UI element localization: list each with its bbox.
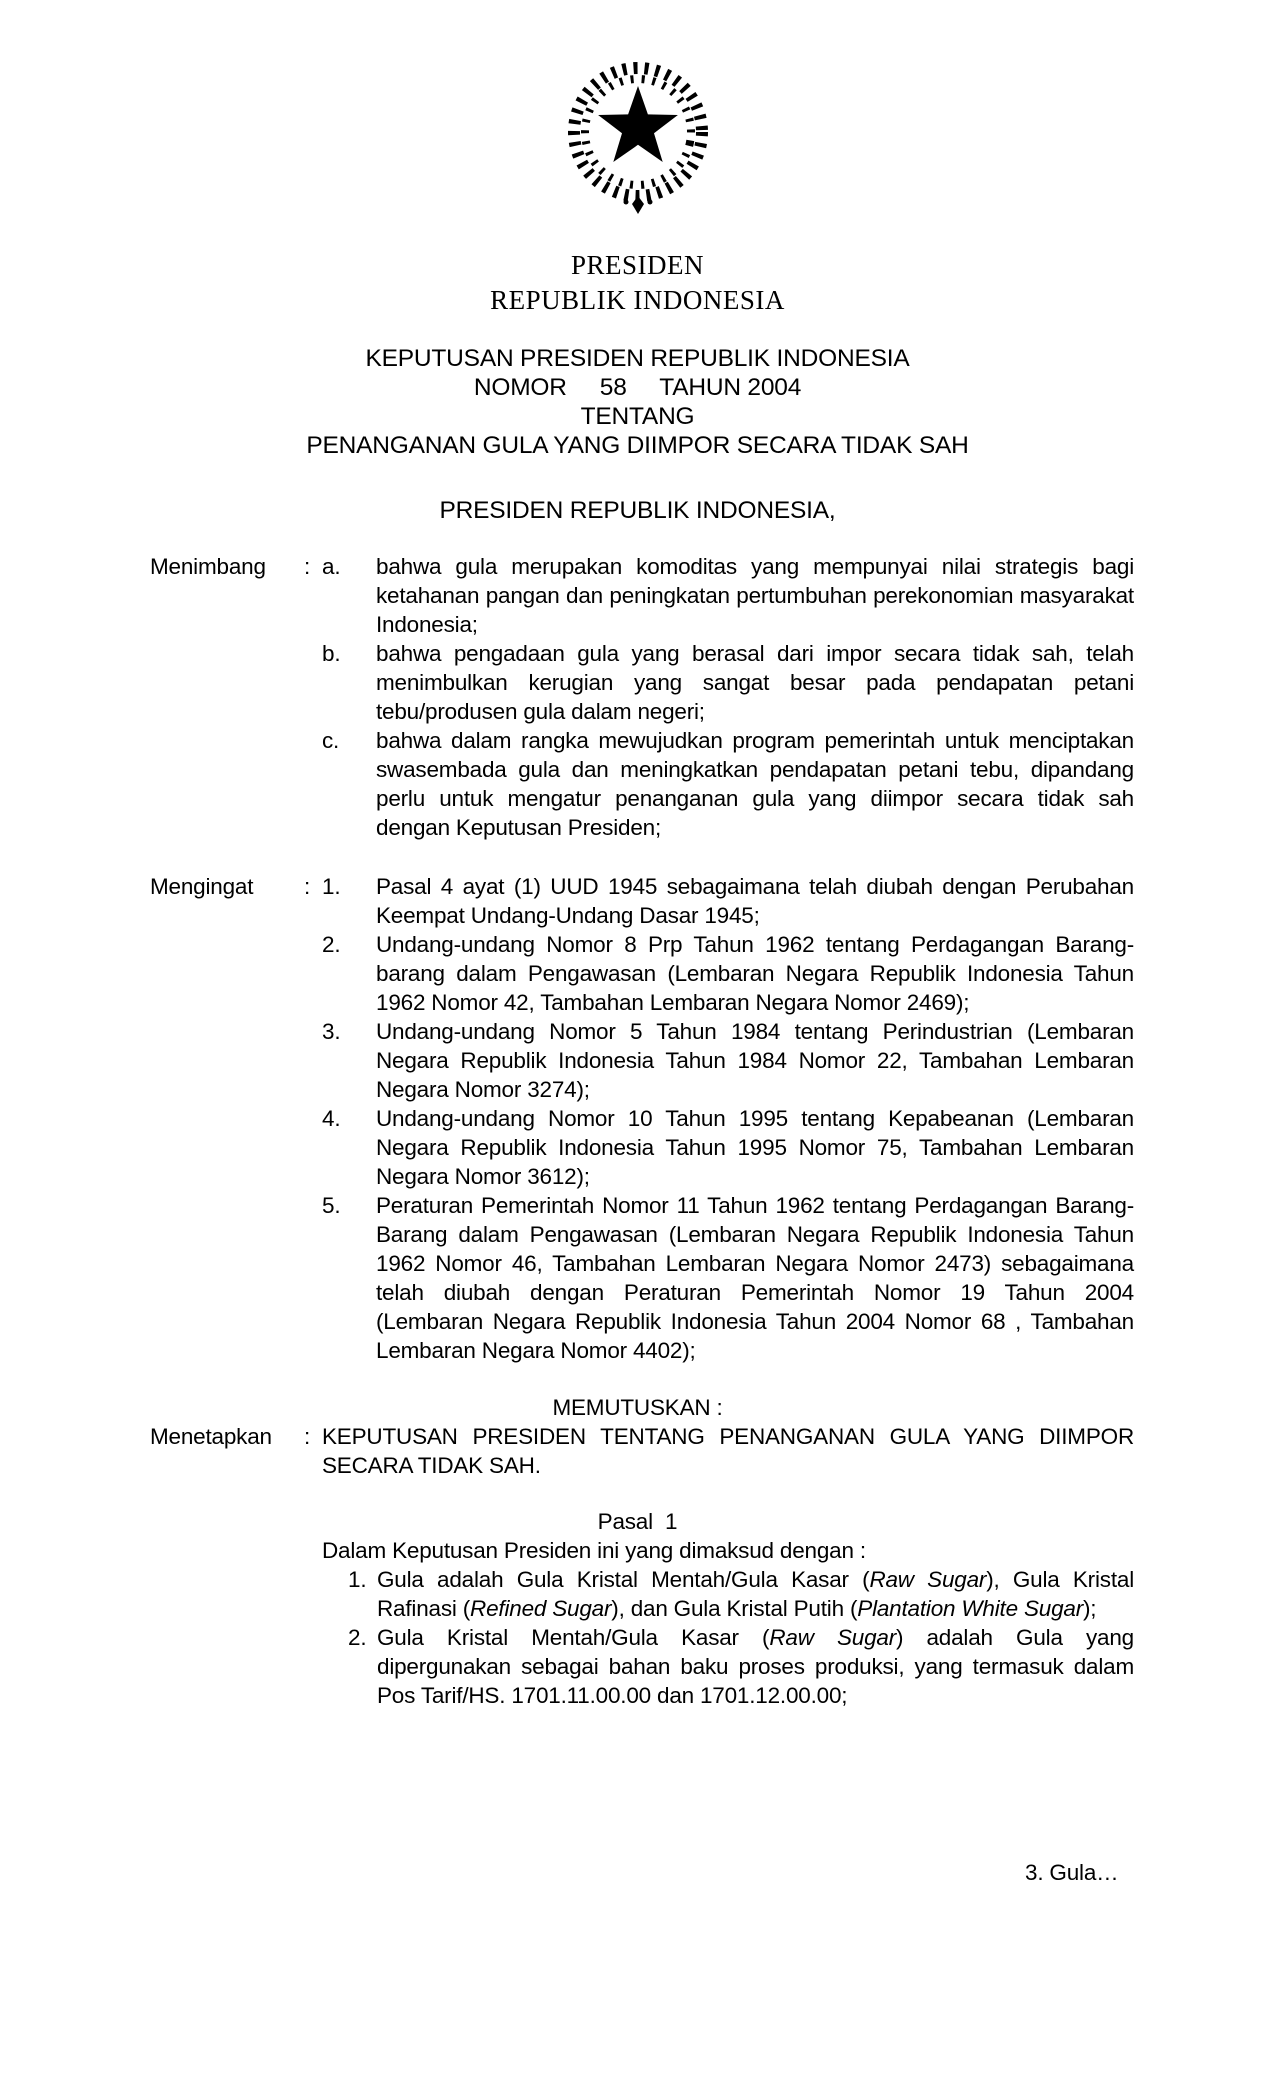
mengingat-item-3 (322, 1017, 1134, 1104)
pasal-1-item-2 (348, 1623, 1134, 1710)
menimbang-item-b (322, 639, 1134, 726)
menimbang-item-a (322, 552, 1134, 639)
item-text: bahwa dalam rangka mewujudkan program pemerintah untuk menciptakan swasembada gula dan meningkatkan pendapatan petani tebu, dipandang perlu untuk mengatur penanganan gula yang diimpor secara tidak sah dengan Keputusan Presiden; (376, 728, 1134, 840)
menetapkan-section (150, 1422, 1134, 1480)
decree-title: KEPUTUSAN PRESIDEN REPUBLIK INDONESIA (365, 345, 910, 372)
mengingat-item-1 (322, 872, 1134, 930)
item-marker: 2. (348, 1625, 367, 1650)
star-wreath-seal-icon (553, 52, 723, 222)
decree-number: NOMOR 58 TAHUN 2004 (473, 374, 802, 401)
mengingat-label: Mengingat (150, 874, 254, 899)
letterhead-line-presiden: PRESIDEN (570, 250, 704, 280)
catchword: 3. Gula… (1025, 1860, 1119, 1885)
pasal-1-intro: Dalam Keputusan Presiden ini yang dimaksud dengan : (322, 1538, 866, 1563)
menetapkan-colon: : (304, 1424, 311, 1449)
menimbang-items (322, 552, 1134, 842)
menetapkan-label: Menetapkan (150, 1424, 272, 1449)
mengingat-item-4 (322, 1104, 1134, 1191)
item-text: Gula adalah Gula Kristal Mentah/Gula Kasar (Raw Sugar), Gula Kristal Rafinasi (Refined Sugar), dan Gula Kristal Putih (Plantation White Sugar); (377, 1567, 1134, 1621)
mengingat-item-2 (322, 930, 1134, 1017)
item-marker: 4. (322, 1106, 341, 1131)
menimbang-label: Menimbang (150, 554, 266, 579)
mengingat-items (322, 872, 1134, 1365)
item-marker: 3. (322, 1019, 341, 1044)
item-text: Undang-undang Nomor 8 Prp Tahun 1962 tentang Perdagangan Barang-barang dalam Pengawasan (Lembaran Negara Republik Indonesia Tahun 1962 Nomor 42, Tambahan Lembaran Negara Nomor 2469); (376, 932, 1134, 1015)
letterhead (0, 248, 1275, 318)
item-marker: 1. (322, 874, 341, 899)
menimbang-colon: : (304, 554, 311, 579)
memutuskan-heading: MEMUTUSKAN : (552, 1395, 723, 1420)
menimbang-item-c (322, 726, 1134, 842)
star-icon (598, 86, 678, 162)
item-marker: a. (322, 554, 341, 579)
item-text: Peraturan Pemerintah Nomor 11 Tahun 1962 tentang Perdagangan Barang-Barang dalam Pengawasan (Lembaran Negara Republik Indonesia Tahun 1962 Nomor 46, Tambahan Lembaran Negara Nomor 2473) sebagaimana telah diubah dengan Peraturan Pemerintah Nomor 19 Tahun 2004 (Lembaran Negara Republik Indonesia Tahun 2004 Nomor 68 , Tambahan Lembaran Negara Nomor 4402); (376, 1193, 1134, 1363)
item-text: Undang-undang Nomor 10 Tahun 1995 tentang Kepabeanan (Lembaran Negara Republik Indonesia Tahun 1995 Nomor 75, Tambahan Lembaran Negara Nomor 3612); (376, 1106, 1134, 1189)
item-marker: 1. (348, 1567, 367, 1592)
decree-tentang: TENTANG (580, 403, 695, 430)
item-marker: 2. (322, 932, 341, 957)
item-marker: 5. (322, 1193, 341, 1218)
pasal-1-item-1 (348, 1565, 1134, 1623)
pasal-1-body (322, 1536, 1134, 1710)
mengingat-colon: : (304, 874, 311, 899)
menetapkan-text: KEPUTUSAN PRESIDEN TENTANG PENANGANAN GULA YANG DIIMPOR SECARA TIDAK SAH. (322, 1424, 1134, 1478)
mengingat-section (150, 872, 1134, 1365)
letterhead-line-republik: REPUBLIK INDONESIA (490, 285, 785, 315)
pasal-1-heading: Pasal 1 (597, 1509, 678, 1534)
item-text: Undang-undang Nomor 5 Tahun 1984 tentang Perindustrian (Lembaran Negara Republik Indonesia Tahun 1984 Nomor 22, Tambahan Lembaran Negara Nomor 3274); (376, 1019, 1134, 1102)
mengingat-item-5 (322, 1191, 1134, 1365)
item-marker: c. (322, 728, 340, 753)
item-text: bahwa pengadaan gula yang berasal dari impor secara tidak sah, telah menimbulkan kerugian yang sangat besar pada pendapatan petani tebu/produsen gula dalam negeri; (376, 641, 1134, 724)
decree-subject: PENANGANAN GULA YANG DIIMPOR SECARA TIDAK SAH (306, 432, 969, 459)
decree-title-block (0, 344, 1275, 460)
opening-formula: PRESIDEN REPUBLIK INDONESIA, (439, 497, 836, 524)
item-marker: b. (322, 641, 341, 666)
item-text: Gula Kristal Mentah/Gula Kasar (Raw Sugar) adalah Gula yang dipergunakan sebagai bahan baku proses produksi, yang termasuk dalam Pos Tarif/HS. 1701.11.00.00 dan 1701.12.00.00; (377, 1625, 1134, 1708)
item-text: Pasal 4 ayat (1) UUD 1945 sebagaimana telah diubah dengan Perubahan Keempat Undang-Undang Dasar 1945; (376, 874, 1134, 928)
menimbang-section (150, 552, 1134, 842)
item-text: bahwa gula merupakan komoditas yang mempunyai nilai strategis bagi ketahanan pangan dan peningkatan pertumbuhan perekonomian masyarakat Indonesia; (376, 554, 1134, 637)
